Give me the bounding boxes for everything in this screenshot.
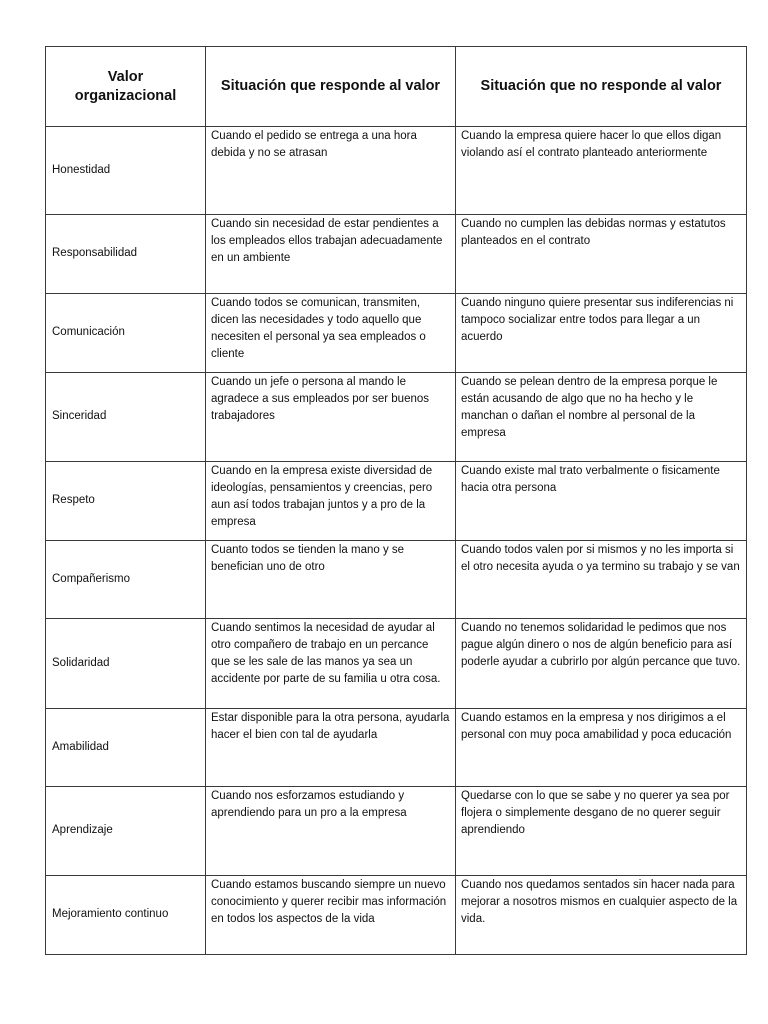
responde-cell: Cuando estamos buscando siempre un nuevo conocimiento y querer recibir mas información en todos los aspectos de la vida [206,876,456,955]
values-table [45,46,747,955]
header-situacion-no-responde: Situación que no responde al valor [456,47,747,127]
valor-cell: Amabilidad [46,709,206,787]
table-row [46,462,747,541]
valor-cell: Solidaridad [46,619,206,709]
no-responde-cell: Cuando la empresa quiere hacer lo que ellos digan violando así el contrato planteado anteriormente [456,127,747,215]
valor-cell: Sinceridad [46,373,206,462]
header-row [46,47,747,127]
no-responde-cell: Cuando no cumplen las debidas normas y estatutos planteados en el contrato [456,215,747,294]
no-responde-cell: Cuando se pelean dentro de la empresa porque le están acusando de algo que no ha hecho y le manchan o dañan el nombre al personal de la empresa [456,373,747,462]
table-row [46,876,747,955]
valor-cell: Responsabilidad [46,215,206,294]
responde-cell: Cuanto todos se tienden la mano y se benefician uno de otro [206,541,456,619]
table-row [46,215,747,294]
no-responde-cell: Cuando ninguno quiere presentar sus indiferencias ni tampoco socializar entre todos para llegar a un acuerdo [456,294,747,373]
valor-cell: Comunicación [46,294,206,373]
table-row [46,127,747,215]
no-responde-cell: Cuando existe mal trato verbalmente o fisicamente hacia otra persona [456,462,747,541]
valor-cell: Mejoramiento continuo [46,876,206,955]
table-header [46,47,747,127]
valor-cell: Respeto [46,462,206,541]
no-responde-cell: Cuando no tenemos solidaridad le pedimos que nos pague algún dinero o nos de algún beneficio para así poderle ayudar a cubrirlo por algún percance que tuvo. [456,619,747,709]
valor-cell: Compañerismo [46,541,206,619]
responde-cell: Cuando el pedido se entrega a una hora debida y no se atrasan [206,127,456,215]
table-row [46,709,747,787]
table-row [46,787,747,876]
valor-cell: Honestidad [46,127,206,215]
table-row [46,541,747,619]
responde-cell: Cuando sin necesidad de estar pendientes a los empleados ellos trabajan adecuadamente en un ambiente [206,215,456,294]
no-responde-cell: Quedarse con lo que se sabe y no querer ya sea por flojera o simplemente desgano de no querer seguir aprendiendo [456,787,747,876]
responde-cell: Cuando en la empresa existe diversidad de ideologías, pensamientos y creencias, pero aun así todos trabajan juntos y a pro de la empresa [206,462,456,541]
responde-cell: Estar disponible para la otra persona, ayudarla hacer el bien con tal de ayudarla [206,709,456,787]
no-responde-cell: Cuando todos valen por si mismos y no les importa si el otro necesita ayuda o ya termino su trabajo y se van [456,541,747,619]
table-body [46,127,747,955]
table-row [46,373,747,462]
header-situacion-responde: Situación que responde al valor [206,47,456,127]
table-row [46,294,747,373]
responde-cell: Cuando nos esforzamos estudiando y aprendiendo para un pro a la empresa [206,787,456,876]
valor-cell: Aprendizaje [46,787,206,876]
responde-cell: Cuando un jefe o persona al mando le agradece a sus empleados por ser buenos trabajadores [206,373,456,462]
header-valor-organizacional: Valor organizacional [46,47,206,127]
no-responde-cell: Cuando nos quedamos sentados sin hacer nada para mejorar a nosotros mismos en cualquier aspecto de la vida. [456,876,747,955]
table-row [46,619,747,709]
responde-cell: Cuando todos se comunican, transmiten, dicen las necesidades y todo aquello que necesiten el personal ya sea empleados o cliente [206,294,456,373]
no-responde-cell: Cuando estamos en la empresa y nos dirigimos a el personal con muy poca amabilidad y poca educación [456,709,747,787]
responde-cell: Cuando sentimos la necesidad de ayudar al otro compañero de trabajo en un percance que se les sale de las manos ya sea un accidente por parte de su familia u otra cosa. [206,619,456,709]
